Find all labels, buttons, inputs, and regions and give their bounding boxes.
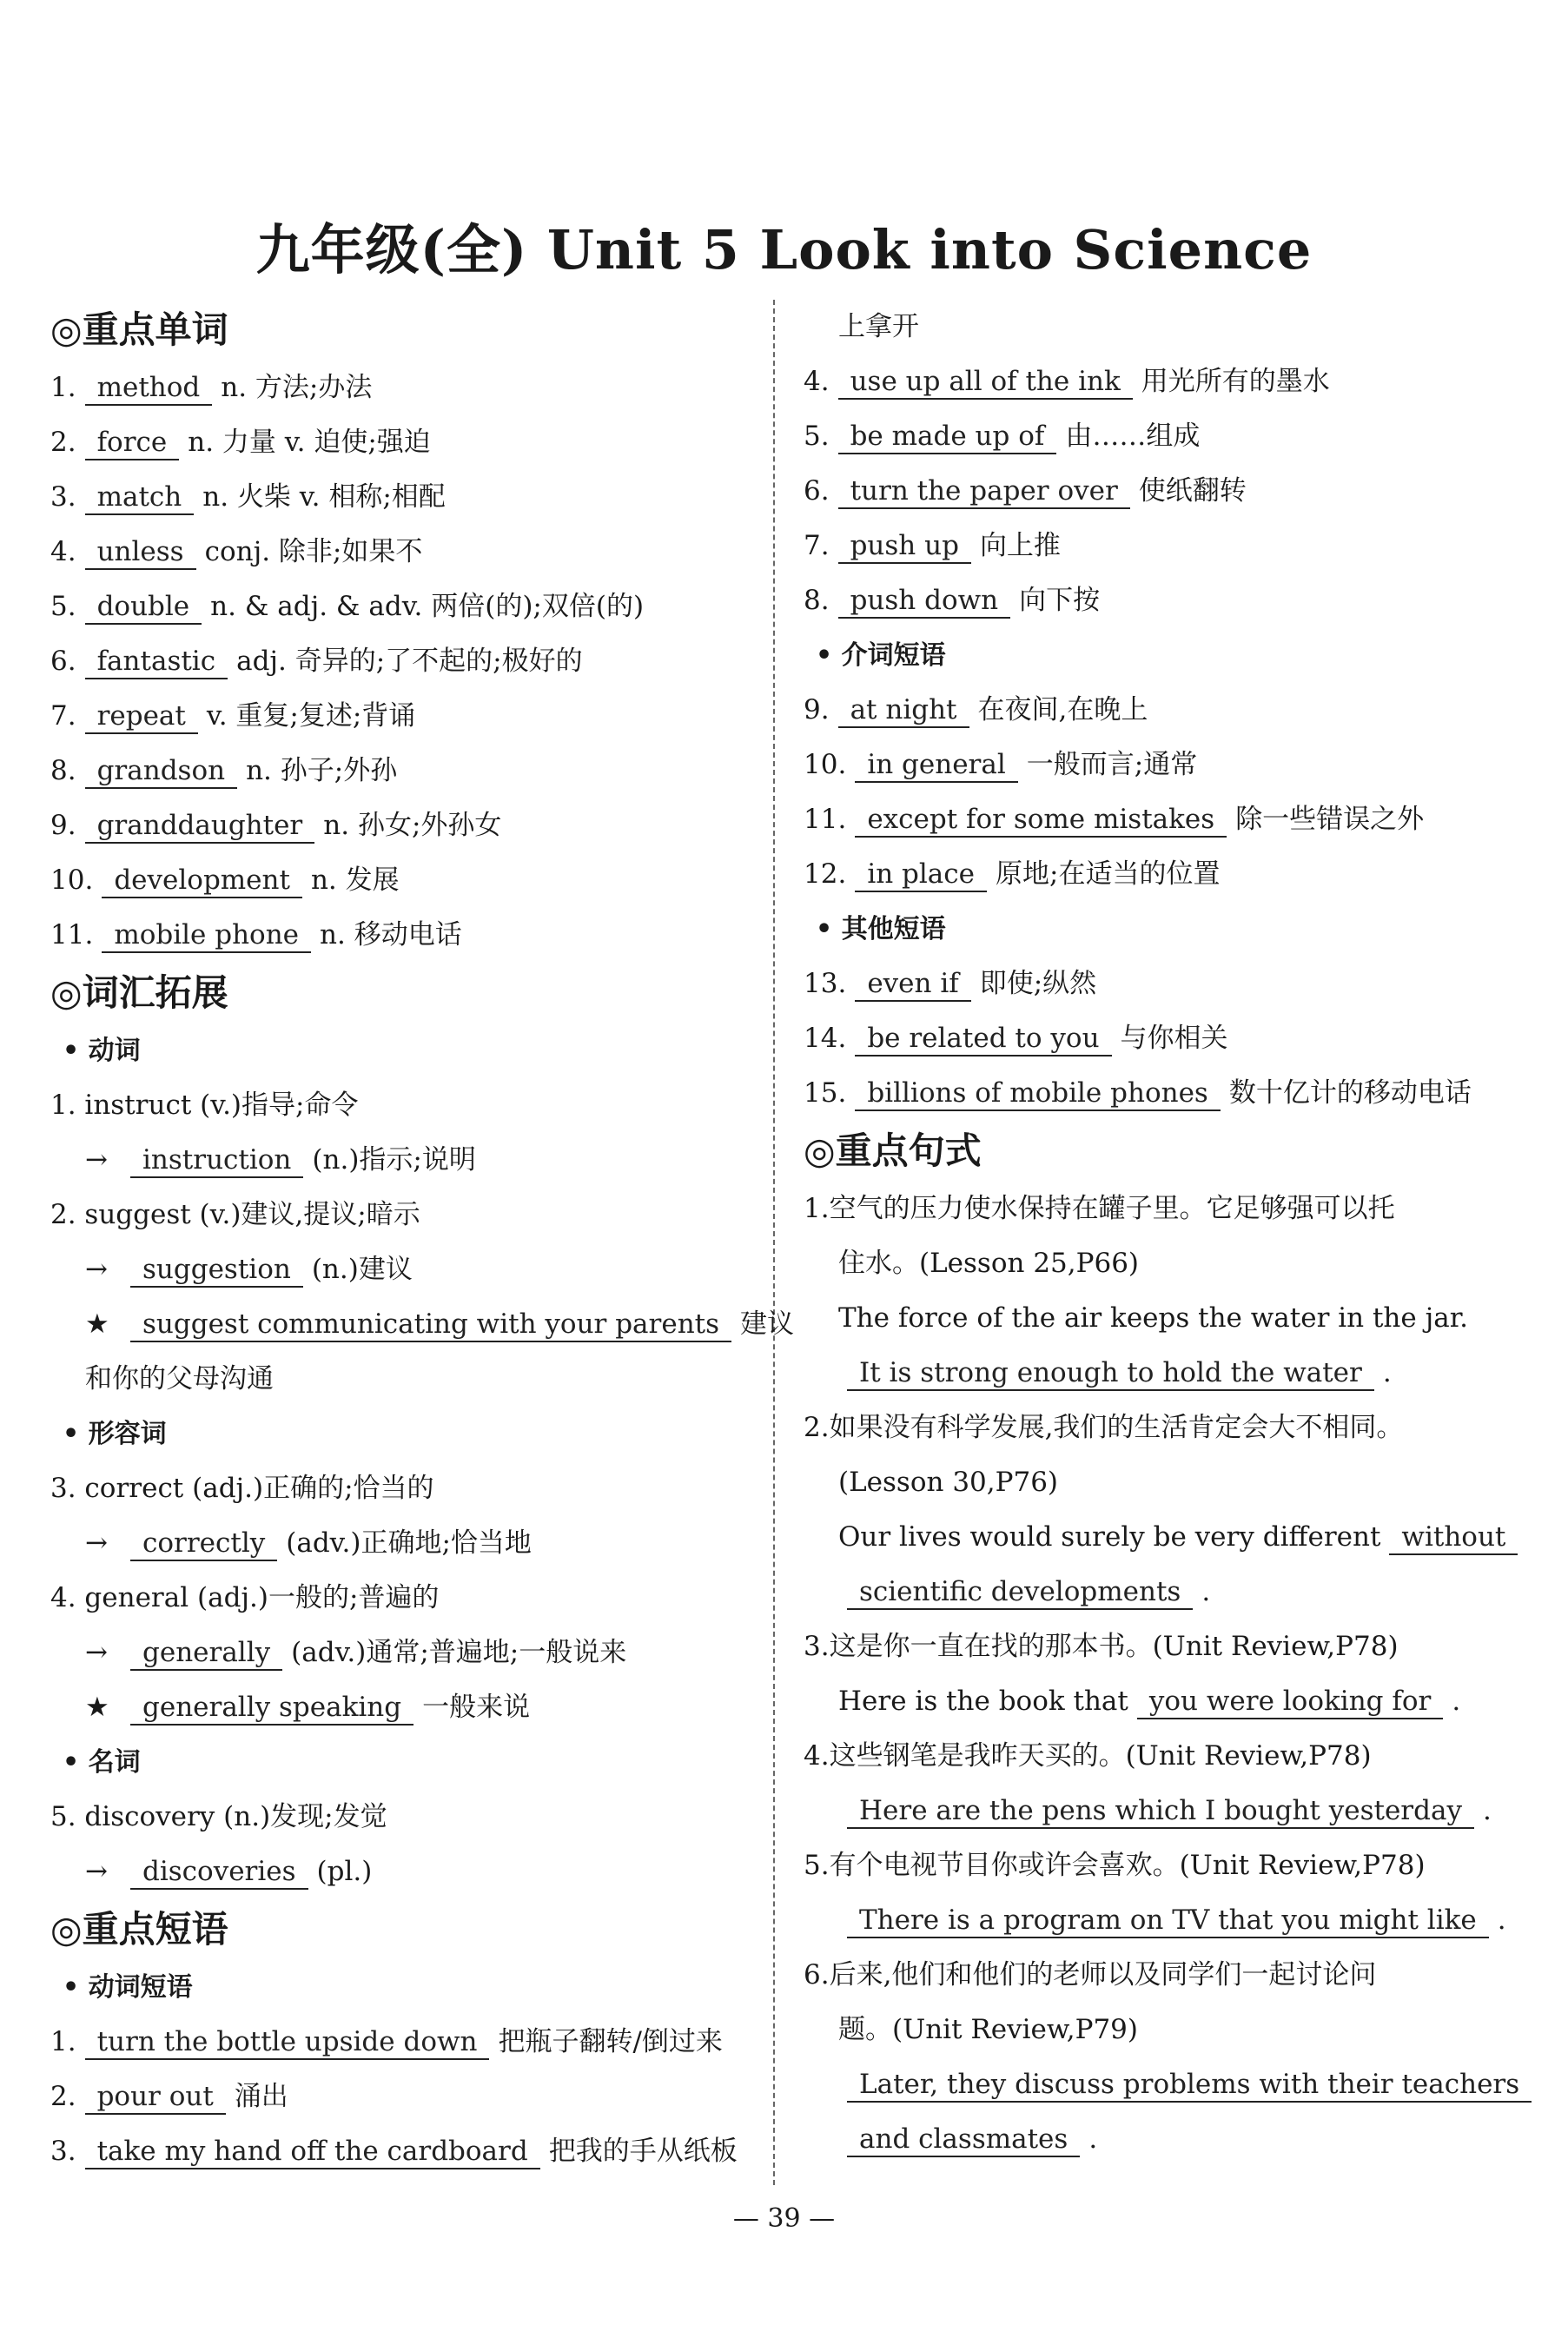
section-heading-expand: ◎词汇拓展 (50, 971, 228, 1014)
answer-blank: generally (130, 1636, 282, 1671)
sentence-answer (804, 1893, 1525, 1948)
item-number: 14. (804, 1023, 847, 1054)
list-item (804, 409, 1525, 464)
list-item (50, 2124, 745, 2179)
sentence-cn: 3.这是你一直在找的那本书。(Unit Review,P78) (804, 1631, 1399, 1662)
definition: (n.)指示;说明 (312, 1144, 476, 1176)
answer-blank: except for some mistakes (855, 803, 1227, 838)
item-number: 11. (50, 919, 94, 951)
item-number: 7. (50, 700, 76, 732)
punctuation: . (1201, 1576, 1211, 1607)
list-item (50, 470, 745, 525)
definition: n. 方法;办法 (221, 372, 373, 403)
list-item-continuation: 上拿开 (838, 311, 919, 342)
answer-blank: even if (855, 967, 970, 1002)
list-item (50, 853, 745, 908)
answer-blank: method (85, 371, 213, 406)
answer-blank: without (1389, 1520, 1518, 1555)
item-number: 2. (50, 2081, 76, 2112)
item-number: 3. (50, 2136, 76, 2167)
definition: (n.)建议 (311, 1254, 413, 1285)
answer-blank: suggestion (130, 1253, 303, 1288)
definition: 原地;在适当的位置 (996, 858, 1221, 890)
answer-blank: scientific developments (847, 1575, 1193, 1610)
answer-blank: be made up of (838, 420, 1057, 454)
answer-blank: double (85, 590, 202, 625)
sentence-en (804, 1674, 1525, 1729)
sentence-cn: 4.这些钢笔是我昨天买的。(Unit Review,P78) (804, 1740, 1372, 1772)
star-icon: ★ (85, 1692, 109, 1723)
column-divider (773, 300, 775, 2185)
list-item (804, 683, 1525, 738)
list-item: 1. instruct (v.)指导;命令 (50, 1090, 359, 1121)
definition: n. 力量 v. 迫使;强迫 (188, 427, 431, 458)
answer-blank: Later, they discuss problems with their teachers (847, 2068, 1532, 2103)
list-item (804, 354, 1525, 409)
answer-blank: mobile phone (102, 918, 311, 953)
sentence-cn: 6.后来,他们和他们的老师以及同学们一起讨论问 (804, 1959, 1377, 1990)
definition: adj. 奇异的;了不起的;极好的 (236, 646, 583, 677)
item-number: 3. (50, 481, 76, 513)
item-number: 4. (804, 366, 830, 397)
page-number: — 39 — (732, 2203, 836, 2234)
item-number: 15. (804, 1077, 847, 1109)
list-item (50, 415, 745, 470)
answer-blank: repeat (85, 699, 198, 734)
answer-blank: in general (855, 748, 1017, 783)
sentence-en: The force of the air keeps the water in the jar. (838, 1302, 1468, 1334)
item-number: 10. (50, 864, 94, 896)
definition: n. 发展 (310, 864, 400, 896)
answer-blank: fantastic (85, 645, 228, 679)
section-heading-phrases: ◎重点短语 (50, 1908, 228, 1951)
sentence-cn: (Lesson 30,P76) (838, 1467, 1059, 1498)
answer-blank: turn the paper over (838, 474, 1130, 509)
sentence-text: Here is the book that (838, 1686, 1128, 1717)
definition: n. 孙子;外孙 (246, 755, 398, 786)
sentence-answer (804, 1784, 1525, 1838)
punctuation: . (1482, 1795, 1492, 1826)
definition: 由……组成 (1065, 421, 1201, 452)
list-item (804, 847, 1525, 902)
subheading-noun: • 名词 (63, 1747, 141, 1778)
definition: 使纸翻转 (1138, 475, 1247, 507)
definition: n. 孙女;外孙女 (323, 810, 502, 841)
sentence-answer (804, 1565, 1525, 1620)
definition: (pl.) (316, 1856, 373, 1887)
definition: 向下按 (1019, 585, 1101, 616)
item-number: 9. (804, 694, 830, 725)
subheading-adjective: • 形容词 (63, 1419, 167, 1449)
definition: 用光所有的墨水 (1141, 366, 1330, 397)
list-item (50, 1242, 745, 1297)
star-icon: ★ (85, 1308, 109, 1340)
definition: n. 移动电话 (320, 919, 462, 951)
list-item (50, 361, 745, 415)
definition: 把瓶子翻转/倒过来 (498, 2026, 723, 2057)
list-item (50, 2015, 745, 2070)
list-item (50, 798, 745, 853)
answer-blank: force (85, 426, 180, 460)
definition: (adv.)正确地;恰当地 (286, 1527, 532, 1559)
list-item: 3. correct (adj.)正确的;恰当的 (50, 1473, 434, 1504)
list-item (50, 1297, 795, 1352)
definition: 在夜间,在晚上 (977, 694, 1148, 725)
page-title: 九年级(全) Unit 5 Look into Science (255, 218, 1313, 282)
list-item (804, 464, 1525, 519)
list-item (50, 525, 745, 580)
sentence-answer (804, 1346, 1525, 1401)
punctuation: . (1452, 1686, 1461, 1717)
item-number: 11. (804, 804, 847, 835)
list-item (50, 1133, 745, 1188)
list-item (804, 573, 1525, 628)
list-item (50, 908, 745, 963)
item-number: 12. (804, 858, 847, 890)
punctuation: . (1382, 1357, 1392, 1388)
arrow-icon: → (85, 1144, 108, 1176)
answer-blank: grandson (85, 754, 238, 789)
list-item (50, 1680, 745, 1735)
answer-blank: instruction (130, 1143, 303, 1178)
left-column (50, 300, 795, 2179)
sentence-cn: 1.空气的压力使水保持在罐子里。它足够强可以托 (804, 1193, 1395, 1224)
punctuation: . (1088, 2123, 1098, 2155)
answer-blank: push up (838, 529, 971, 564)
definition: 数十亿计的移动电话 (1228, 1077, 1472, 1109)
definition: 向上推 (979, 530, 1061, 561)
item-number: 2. (50, 427, 76, 458)
list-item (804, 792, 1525, 847)
list-item (50, 580, 745, 634)
list-item-continuation: 和你的父母沟通 (85, 1363, 274, 1394)
punctuation: . (1497, 1904, 1506, 1936)
arrow-icon: → (85, 1254, 108, 1285)
answer-blank: suggest communicating with your parents (130, 1308, 731, 1342)
list-item: 5. discovery (n.)发现;发觉 (50, 1801, 387, 1832)
sentence-answer (804, 2112, 1525, 2167)
definition: 涌出 (234, 2081, 288, 2112)
item-number: 6. (804, 475, 830, 507)
answer-blank: take my hand off the cardboard (85, 2135, 540, 2169)
item-number: 5. (50, 591, 76, 622)
answer-blank: and classmates (847, 2123, 1080, 2157)
item-number: 1. (50, 2026, 76, 2057)
item-number: 7. (804, 530, 830, 561)
answer-blank: in place (855, 858, 987, 892)
item-number: 4. (50, 536, 76, 567)
sentence-cn: 2.如果没有科学发展,我们的生活肯定会大不相同。 (804, 1412, 1404, 1443)
answer-blank: be related to you (855, 1022, 1111, 1057)
list-item (50, 1516, 745, 1571)
list-item (804, 519, 1525, 573)
item-number: 5. (804, 421, 830, 452)
answer-blank: Here are the pens which I bought yesterday (847, 1794, 1474, 1829)
answer-blank: use up all of the ink (838, 365, 1133, 400)
sentence-cn: 住水。(Lesson 25,P66) (838, 1248, 1140, 1279)
list-item: 2. suggest (v.)建议,提议;暗示 (50, 1199, 420, 1230)
answer-blank: granddaughter (85, 809, 315, 844)
definition: conj. 除非;如果不 (204, 536, 423, 567)
answer-blank: discoveries (130, 1855, 308, 1890)
arrow-icon: → (85, 1856, 108, 1887)
definition: 建议 (740, 1308, 795, 1340)
definition: (adv.)通常;普遍地;一般说来 (291, 1637, 627, 1668)
definition: v. 重复;复述;背诵 (206, 700, 416, 732)
list-item (804, 1011, 1525, 1066)
answer-blank: generally speaking (130, 1691, 414, 1726)
answer-blank: unless (85, 535, 196, 570)
list-item (804, 1066, 1525, 1121)
definition: 一般而言;通常 (1026, 749, 1198, 780)
item-number: 13. (804, 968, 847, 999)
list-item (50, 634, 745, 689)
sentence-answer (804, 2057, 1525, 2112)
item-number: 10. (804, 749, 847, 780)
definition: 与你相关 (1120, 1023, 1228, 1054)
sentence-cn: 题。(Unit Review,P79) (838, 2014, 1138, 2045)
answer-blank: It is strong enough to hold the water (847, 1356, 1374, 1391)
answer-blank: match (85, 480, 195, 515)
item-number: 9. (50, 810, 76, 841)
list-item (50, 744, 745, 798)
item-number: 8. (50, 755, 76, 786)
answer-blank: you were looking for (1137, 1685, 1443, 1719)
answer-blank: There is a program on TV that you might like (847, 1904, 1489, 1938)
arrow-icon: → (85, 1527, 108, 1559)
answer-blank: correctly (130, 1527, 277, 1561)
list-item (50, 1845, 745, 1899)
definition: n. & adj. & adv. 两倍(的);双倍(的) (210, 591, 645, 622)
arrow-icon: → (85, 1637, 108, 1668)
answer-blank: turn the bottle upside down (85, 2025, 490, 2060)
answer-blank: push down (838, 584, 1011, 619)
subheading-other-phrases: • 其他短语 (816, 914, 946, 944)
list-item (804, 738, 1525, 792)
sentence-en (804, 1510, 1525, 1565)
answer-blank: development (102, 864, 302, 898)
list-item (50, 689, 745, 744)
subheading-prep-phrases: • 介词短语 (816, 640, 946, 671)
definition: n. 火柴 v. 相称;相配 (202, 481, 446, 513)
list-item (50, 1626, 745, 1680)
item-number: 6. (50, 646, 76, 677)
sentence-text: Our lives would surely be very different (838, 1521, 1381, 1553)
section-heading-sentences: ◎重点句式 (804, 1129, 982, 1172)
answer-blank: at night (838, 693, 969, 728)
definition: 即使;纵然 (979, 968, 1097, 999)
item-number: 1. (50, 372, 76, 403)
definition: 一般来说 (422, 1692, 531, 1723)
item-number: 8. (804, 585, 830, 616)
subheading-verb-phrases: • 动词短语 (63, 1972, 193, 2003)
definition: 把我的手从纸板 (548, 2136, 738, 2167)
list-item: 4. general (adj.)一般的;普遍的 (50, 1582, 440, 1613)
answer-blank: billions of mobile phones (855, 1076, 1221, 1111)
list-item (50, 2070, 745, 2124)
answer-blank: pour out (85, 2080, 226, 2115)
right-column (804, 300, 1525, 2167)
subheading-verb: • 动词 (63, 1036, 141, 1066)
sentence-cn: 5.有个电视节目你或许会喜欢。(Unit Review,P78) (804, 1850, 1426, 1881)
definition: 除一些错误之外 (1235, 804, 1425, 835)
section-heading-words: ◎重点单词 (50, 308, 228, 351)
list-item (804, 957, 1525, 1011)
